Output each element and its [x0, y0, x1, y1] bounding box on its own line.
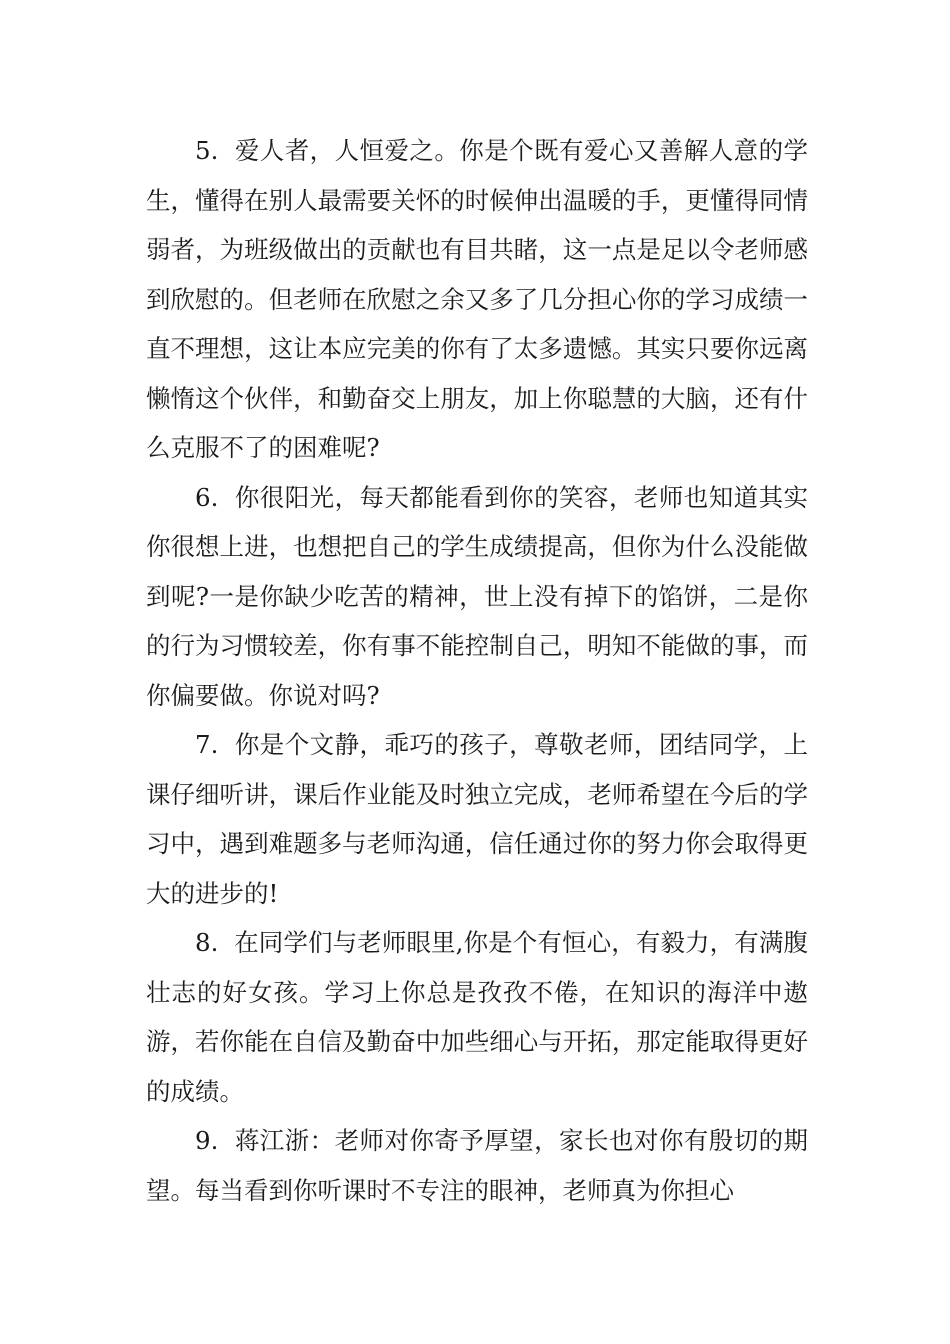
paragraph-9 [146, 1116, 808, 1215]
paragraph-6 [146, 473, 808, 721]
paragraph-text: 蒋江浙：老师对你寄予厚望，家长也对你有殷切的期望。每当看到你听课时不专注的眼神，老师真为你担心 [146, 1126, 809, 1205]
paragraph-text: 你是个文静，乖巧的孩子，尊敬老师，团结同学，上课仔细听讲，课后作业能及时独立完成，老师希望在今后的学习中，遇到难题多与老师沟通，信任通过你的努力你会取得更大的进步的! [146, 730, 809, 908]
paragraph-number: 6. [195, 482, 219, 512]
paragraph-text: 在同学们与老师眼里,你是个有恒心，有毅力，有满腹壮志的好女孩。学习上你总是孜孜不倦，在知识的海洋中遨游，若你能在自信及勤奋中加些细心与开拓，那定能取得更好的成绩。 [146, 928, 808, 1106]
paragraph-number: 5. [195, 136, 219, 165]
paragraph-text: 爱人者，人恒爱之。你是个既有爱心又善解人意的学生，懂得在别人最需要关怀的时候伸出温暖的手，更懂得同情弱者，为班级做出的贡献也有目共睹，这一点是足以令老师感到欣慰的。但老师在欣慰之余又多了几分担心你的学习成绩一直不理想，这让本应完美的你有了太多遗憾。其实只要你远离懒惰这个伙伴，和勤奋交上朋友，加上你聪慧的大脑，还有什么克服不了的困难呢? [146, 136, 809, 462]
paragraph-number: 8. [195, 928, 219, 957]
paragraph-8 [146, 918, 808, 1116]
paragraph-5 [146, 126, 808, 473]
paragraph-number: 9. [195, 1126, 219, 1155]
paragraph-7 [146, 720, 808, 918]
paragraph-number: 7. [195, 730, 219, 759]
paragraph-text: 你很阳光，每天都能看到你的笑容，老师也知道其实你很想上进，也想把自己的学生成绩提高，但你为什么没能做到呢?一是你缺少吃苦的精神，世上没有掉下的馅饼，二是你的行为习惯较差，你有事不能控制自己，明知不能做的事，而你偏要做。你说对吗? [146, 482, 809, 710]
document-body [146, 126, 808, 1215]
